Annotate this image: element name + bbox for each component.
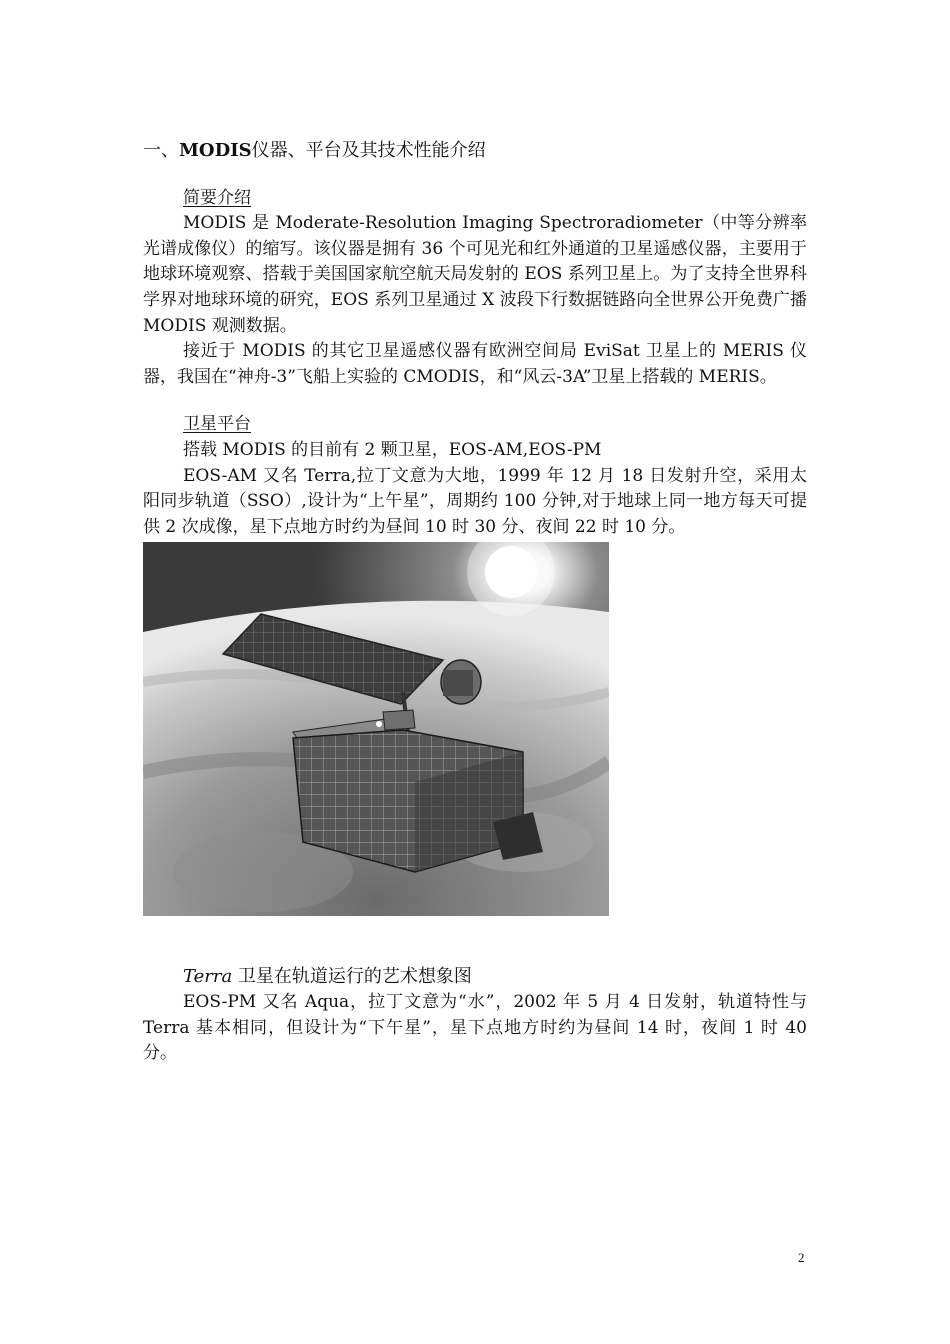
aqua-paragraph: EOS-PM 又名 Aqua，拉丁文意为“水”，2002 年 5 月 4 日发射，轨道特性与 Terra 基本相同，但设计为“下午星”，星下点地方时约为昼间 14 时，夜间 1 时 40 分。 (143, 991, 807, 1064)
terra-satellite-image (143, 542, 609, 916)
platform-heading: 卫星平台 (183, 414, 251, 435)
platform-paragraph-2: EOS-AM 又名 Terra,拉丁文意为大地，1999 年 12 月 18 日发射升空，采用太阳同步轨道（SSO）,设计为“上午星”，周期约 100 分钟,对于地球上同一地方每天可提供 2 次成像，星下点地方时约为昼间 10 时 30 分、夜间 22 时 10 分。 (143, 465, 807, 537)
spacer (143, 390, 807, 412)
page-number: 2 (798, 1250, 805, 1265)
page-content (143, 138, 807, 1067)
section-title (143, 138, 807, 164)
section-title-prefix: 一、 (143, 140, 179, 161)
section-title-bold: MODIS (179, 140, 252, 161)
figure-caption (143, 964, 807, 990)
intro-heading: 简要介绍 (183, 187, 251, 208)
intro-paragraph-2: 接近于 MODIS 的其它卫星遥感仪器有欧洲空间局 EviSat 卫星上的 MERIS 仪器，我国在“神舟-3”飞船上实验的 CMODIS，和“风云-3A”卫星上搭载的 MERIS。 (143, 341, 807, 387)
caption-italic: Terra (183, 966, 233, 988)
caption-text: 卫星在轨道运行的艺术想象图 (232, 966, 472, 988)
section-title-rest: 仪器、平台及其技术性能介绍 (251, 140, 486, 161)
platform-paragraph-1: 搭载 MODIS 的目前有 2 颗卫星，EOS-AM,EOS-PM (183, 439, 602, 460)
intro-paragraph-1: MODIS 是 Moderate-Resolution Imaging Spectroradiometer（中等分辨率光谱成像仪）的缩写。该仪器是拥有 36 个可见光和红外通道的卫星遥感仪器，主要用于地球环境观察、搭载于美国国家航空航天局发射的 EOS 系列卫星上。为了支持全世界科学界对地球环境的研究，EOS 系列卫星通过 X 波段下行数据链路向全世界公开免费广播 MODIS 观测数据。 (143, 213, 807, 336)
